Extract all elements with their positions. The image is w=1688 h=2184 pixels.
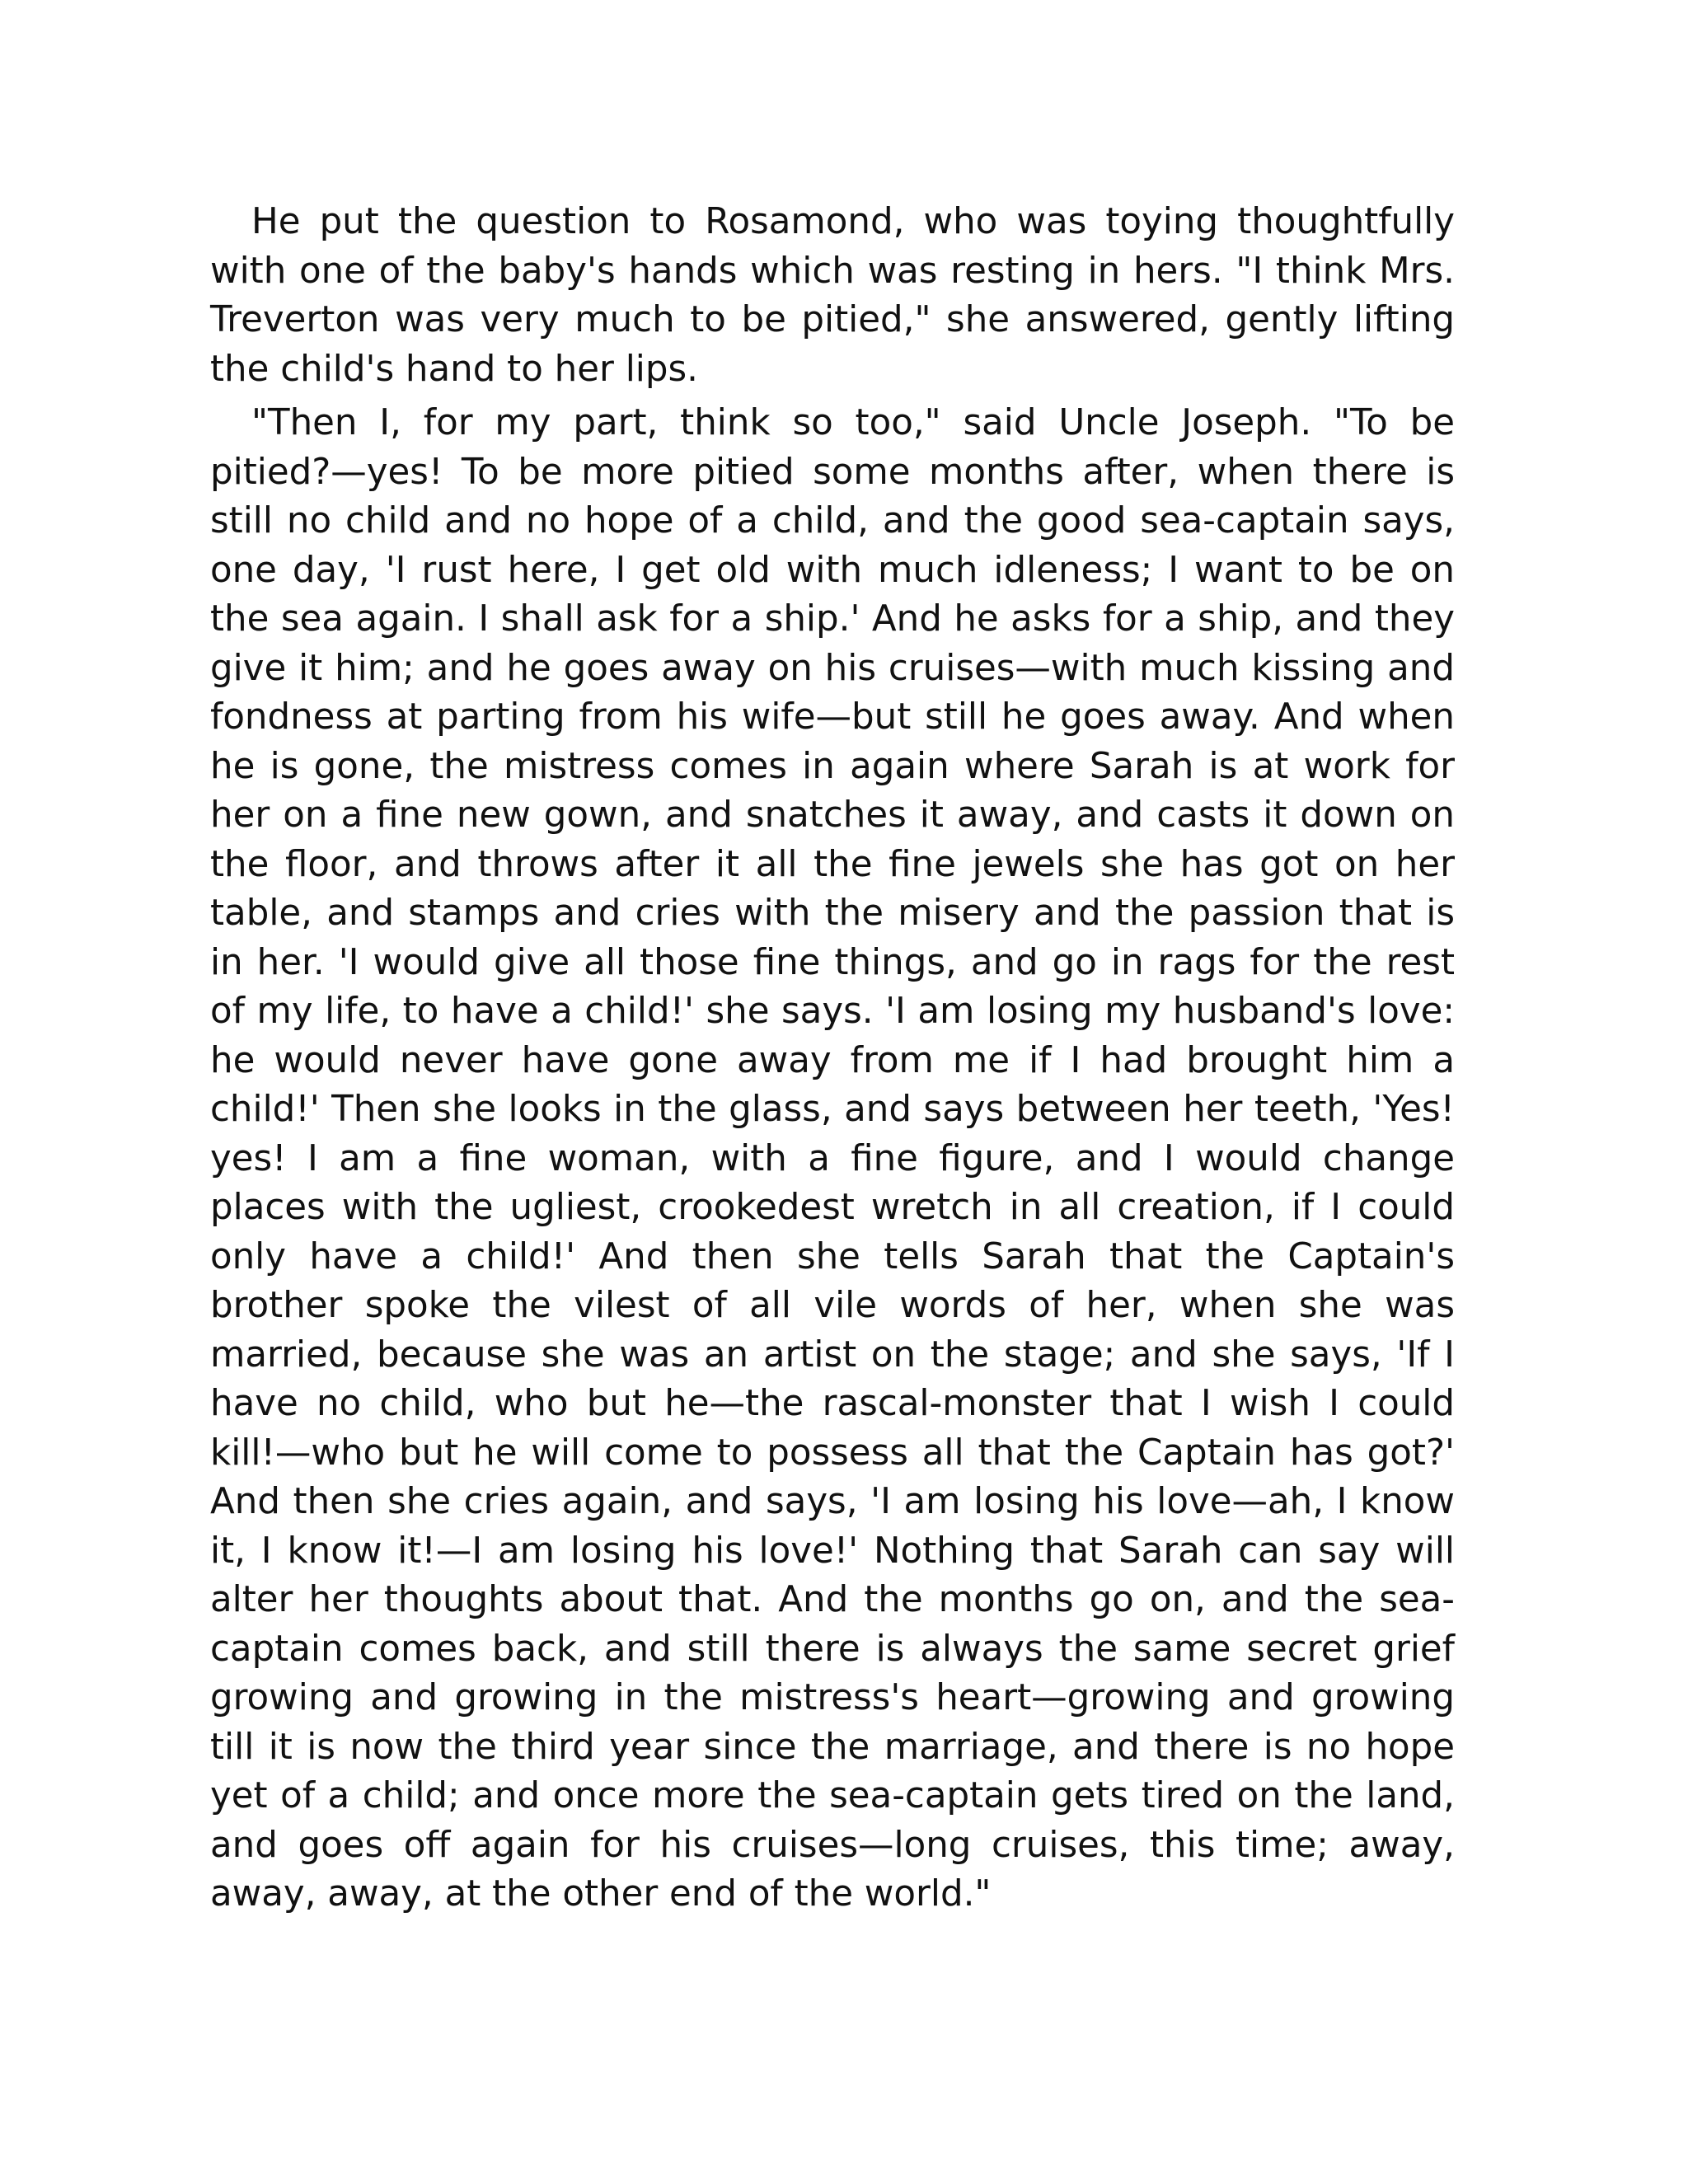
paragraph-2: "Then I, for my part, think so too," said Uncle Joseph. "To be pitied?—yes! To be more pitied some months after, when there is still no child and no hope of a child, and the good sea-captain says, one day, 'I rust here, I get old with much idleness; I want to be on the sea again. I shall ask for a ship.' And he asks for a ship, and they give it him; and he goes away on his cruises—with much kissing and fondness at parting from his wife—but still he goes away. And when he is gone, the mistress comes in again where Sarah is at work for her on a fine new gown, and snatches it away, and casts it down on the floor, and throws after it all the fine jewels she has got on her table, and stamps and cries with the misery and the passion that is in her. 'I would give all those fine things, and go in rags for the rest of my life, to have a child!' she says. 'I am losing my husband's love: he would never have gone away from me if I had brought him a child!' Then she looks in the glass, and says between her teeth, 'Yes! yes! I am a fine woman, with a fine figure, and I would change places with the ugliest, crookedest wretch in all creation, if I could only have a child!' And then she tells Sarah that the Captain's brother spoke the vilest of all vile words of her, when she was married, because she was an artist on the stage; and she says, 'If I have no child, who but he—the rascal-monster that I wish I could kill!—who but he will come to possess all that the Captain has got?' And then she cries again, and says, 'I am losing his love—ah, I know it, I know it!—I am losing his love!' Nothing that Sarah can say will alter her thoughts about that. And the months go on, and the sea-captain comes back, and still there is always the same secret grief growing and growing in the mistress's heart—growing and growing till it is now the third year since the marriage, and there is no hope yet of a child; and once more the sea-captain gets tired on the land, and goes off again for his cruises—long cruises, this time; away, away, away, at the other end of the world." [210,402,1455,1915]
page-body [210,198,1455,1924]
paragraph-1: He put the question to Rosamond, who was toying thoughtfully with one of the baby's hands which was resting in hers. "I think Mrs. Treverton was very much to be pitied," she answered, gently lifting the child's hand to her lips. [210,201,1455,390]
